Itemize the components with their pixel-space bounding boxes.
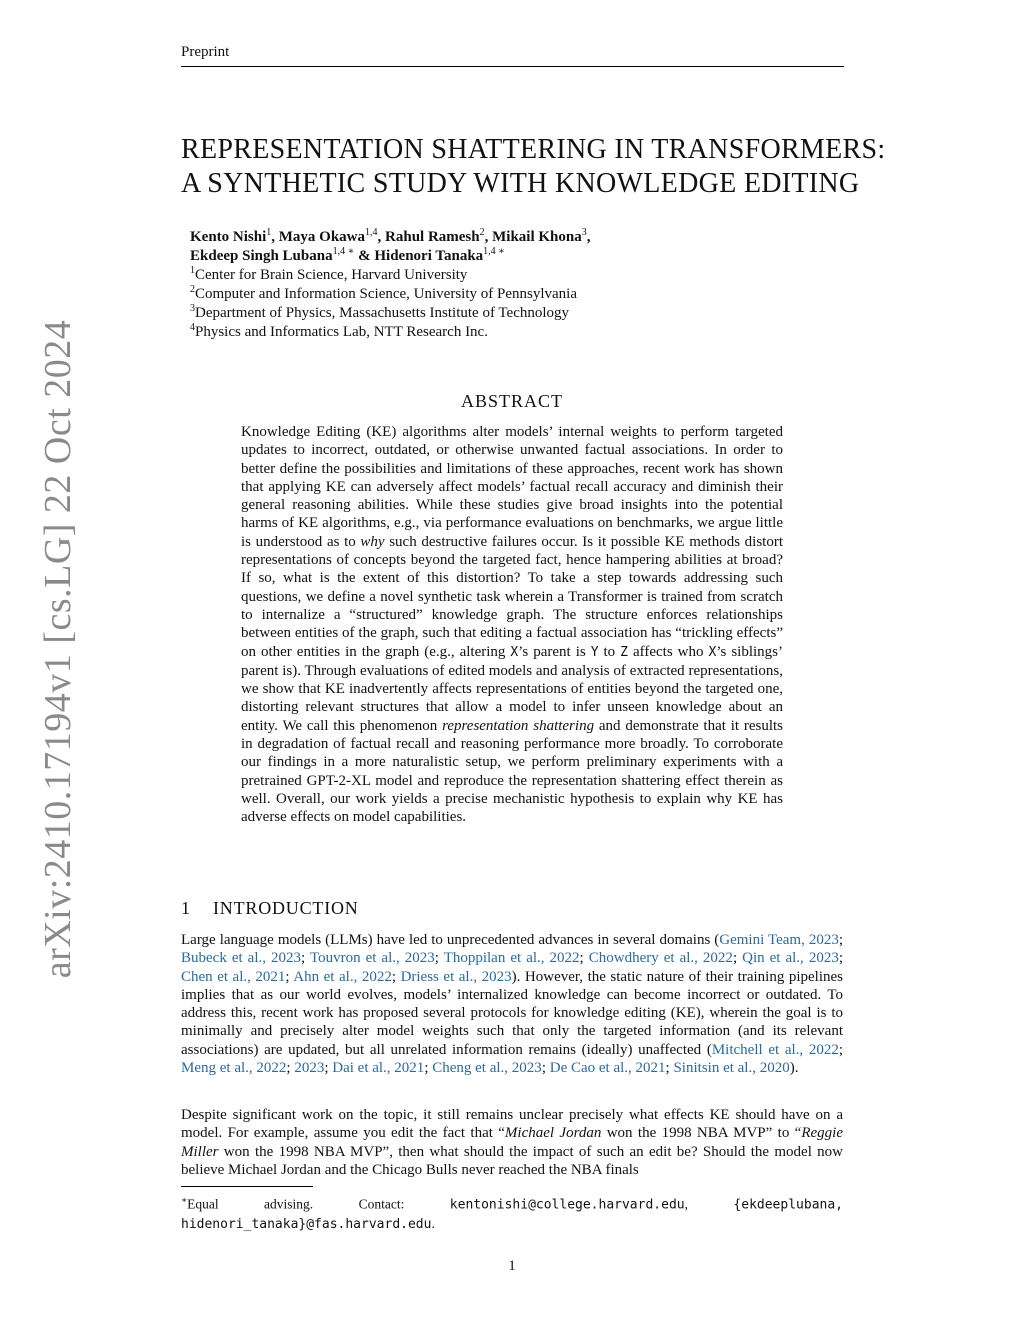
code-symbol: Z <box>620 644 628 660</box>
emphasis: Reggie Miller <box>181 1125 843 1160</box>
section-title: INTRODUCTION <box>213 898 359 918</box>
citation-link[interactable]: Driess et al., 2023 <box>400 968 512 985</box>
separator: ; <box>838 950 843 967</box>
affil-mark: 1,4 ∗ <box>483 246 505 257</box>
affil-number: 1 <box>190 265 195 276</box>
affil-text: Computer and Information Science, University of Pennsylvania <box>195 286 577 302</box>
abstract-heading: ABSTRACT <box>460 391 564 411</box>
intro-paragraph-1 <box>181 931 843 1077</box>
abstract-fragment: and demonstrate that it results in degradation of factual recall and reasoning performance more broadly. To corroborate our findings in a more naturalistic setup, we perform preliminary experiments with a pretrained GPT-2-XL model and reproduce the representation shattering effect therein as well. Overall, our work yields a precise mechanistic hypothesis to explain why KE has adverse effects on model capabilities. <box>241 717 783 826</box>
ampersand: & <box>354 248 375 264</box>
author-name: Rahul Ramesh <box>385 229 480 245</box>
separator: ; <box>732 950 743 967</box>
text-fragment: won the 1998 NBA MVP” to “ <box>601 1125 802 1142</box>
affil-text: Center for Brain Science, Harvard University <box>195 267 468 283</box>
separator: ; <box>838 932 843 948</box>
affil-mark: 1 <box>266 227 272 238</box>
citation-link[interactable]: 2023 <box>294 1060 325 1077</box>
footnote-text: Equal advising. Contact: <box>187 1196 450 1212</box>
emphasis: why <box>360 533 385 550</box>
citation-link[interactable]: Chen et al., 2021 <box>181 968 286 985</box>
abstract-fragment: Knowledge Editing (KE) algorithms alter models’ internal weights to perform targeted updates to incorrect, outdated, or otherwise unwanted factual associations. In order to better define the possibilities and limitations of these approaches, recent work has shown that applying KE can adversely affect models’ factual recall accuracy and diminish their general reasoning abilities. While these studies give broad insights into the potential harms of KE algorithms, e.g., via performance evaluations on benchmarks, we argue little is understood as to <box>241 424 783 550</box>
paper-title <box>181 133 886 201</box>
separator: , <box>271 229 279 245</box>
separator: ; <box>391 968 401 985</box>
abstract-fragment: such destructive failures occur. Is it possible KE methods distort representations of concepts beyond the targeted fact, hence hampering abilities at broad? If so, what is the extent of this distortion? To take a step towards addressing such questions, we define a novel synthetic task wherein a Transformer is trained from scratch to internalize a “structured” knowledge graph. The structure enforces relationships between entities of the graph, such that editing a factual association has “trickling effects” on other entities in the graph (e.g., altering <box>241 533 784 660</box>
title-line-1: REPRESENTATION SHATTERING IN TRANSFORMERS: <box>181 134 886 165</box>
section-number: 1 <box>181 898 191 918</box>
affil-mark: 1,4 <box>365 227 378 238</box>
page-number: 1 <box>508 1258 516 1274</box>
title-line-2: A SYNTHETIC STUDY WITH KNOWLEDGE EDITING <box>181 168 860 199</box>
affil-mark: 3 <box>581 227 587 238</box>
separator: ; <box>285 968 294 985</box>
abstract-fragment: affects who <box>628 643 709 660</box>
text-fragment: ). However, the static nature of their training pipelines implies that as our world evolves, models’ internalized knowledge can become incorrect or outdated. To address this, recent work has proposed several protocols for knowledge editing (KE), wherein the goal is to minimally and precisely alter model weights such that only the targeted information (and its relevant associations) are updated, but all unrelated information remains (ideally) unaffected ( <box>181 968 843 1058</box>
text-fragment: ). <box>789 1060 799 1077</box>
author-name: Ekdeep Singh Lubana <box>190 248 333 264</box>
code-symbol: Y <box>590 644 599 660</box>
abstract-fragment: to <box>598 643 621 660</box>
author-block <box>190 228 850 342</box>
citation-link[interactable]: Chowdhery et al., 2022 <box>588 950 733 967</box>
separator: , <box>377 229 386 245</box>
affil-mark: 2 <box>479 227 485 238</box>
affil-number: 3 <box>190 303 195 314</box>
separator: , <box>684 1196 734 1212</box>
citation-link[interactable]: Bubeck et al., 2023 <box>181 950 302 967</box>
code-symbol: X <box>708 644 717 660</box>
abstract-fragment: ’s parent is <box>518 643 591 660</box>
separator: ; <box>301 950 310 967</box>
affil-text: Physics and Informatics Lab, NTT Research Inc. <box>195 324 488 340</box>
contact-email[interactable]: kentonishi@college.harvard.edu <box>449 1197 685 1213</box>
affil-text: Department of Physics, Massachusetts Institute of Technology <box>195 305 570 321</box>
emphasis: Michael Jordan <box>504 1125 602 1142</box>
citation-link[interactable]: Touvron et al., 2023 <box>309 950 435 967</box>
footnote-rule <box>181 1186 313 1187</box>
separator: ; <box>286 1060 295 1077</box>
separator: , <box>586 229 591 245</box>
separator: ; <box>434 950 444 967</box>
citation-link[interactable]: Meng et al., 2022 <box>181 1060 287 1077</box>
abstract-fragment: ’s siblings’ parent is). Through evaluations of edited models and analysis of extracted representations, we show that KE inadvertently affects representations of entities beyond the targeted one, distorting relevant structures that allow a model to infer unseen knowledge about an entity. We call this phenomenon <box>241 643 783 734</box>
citation-link[interactable]: Dai et al., 2021 <box>332 1060 425 1077</box>
header-rule <box>181 66 844 67</box>
affil-number: 4 <box>190 322 195 333</box>
author-name: Maya Okawa <box>278 229 366 245</box>
intro-paragraph-2 <box>181 1106 843 1179</box>
separator: ; <box>838 1041 843 1058</box>
contact-email[interactable]: {ekdeeplubana, hidenori_tanaka}@fas.harvard.edu <box>181 1197 843 1232</box>
separator: ; <box>665 1060 674 1077</box>
author-name: Mikail Khona <box>492 229 582 245</box>
affiliation <box>190 323 850 342</box>
separator: ; <box>424 1060 433 1077</box>
citation-link[interactable]: Thoppilan et al., 2022 <box>443 950 580 967</box>
text-fragment: won the 1998 NBA MVP”, then what should the impact of such an edit be? Should the model now believe Michael Jordan and the Chicago Bulls never reached the NBA finals <box>181 1143 843 1178</box>
footnote <box>181 1191 843 1234</box>
author-names <box>190 228 850 266</box>
citation-link[interactable]: Qin et al., 2023 <box>742 950 839 967</box>
citation-link[interactable]: De Cao et al., 2021 <box>549 1060 666 1077</box>
separator: ; <box>324 1060 333 1077</box>
running-header: Preprint <box>181 44 230 60</box>
text-fragment: Large language models (LLMs) have led to unprecedented advances in several domains ( <box>181 932 720 948</box>
footnote-text: . <box>431 1215 435 1231</box>
author-name: Hidenori Tanaka <box>374 248 484 264</box>
section-heading <box>181 898 359 919</box>
arxiv-stamp <box>28 319 88 979</box>
affiliation <box>190 266 850 285</box>
footnote-mark: ∗ <box>181 1195 188 1205</box>
separator: ; <box>541 1060 550 1077</box>
separator: ; <box>579 950 589 967</box>
abstract-text <box>241 423 783 827</box>
citation-link[interactable]: Gemini Team, 2023 <box>719 932 839 948</box>
citation-link[interactable]: Mitchell et al., 2022 <box>711 1041 839 1058</box>
citation-link[interactable]: Sinitsin et al., 2020 <box>673 1060 790 1077</box>
emphasis: representation shattering <box>442 717 595 734</box>
separator: , <box>484 229 493 245</box>
author-name: Kento Nishi <box>190 229 267 245</box>
code-symbol: X <box>510 644 519 660</box>
citation-link[interactable]: Ahn et al., 2022 <box>293 968 392 985</box>
affiliation <box>190 304 850 323</box>
affil-mark: 1,4 ∗ <box>332 246 355 257</box>
affiliation <box>190 285 850 304</box>
citation-link[interactable]: Cheng et al., 2023 <box>432 1060 542 1077</box>
text-fragment: Despite significant work on the topic, it still remains unclear precisely what effects KE should have on a model. For example, assume you edit the fact that “ <box>181 1107 843 1142</box>
arxiv-identifier: arXiv:2410.17194v1 [cs.LG] 22 Oct 2024 <box>37 319 79 979</box>
affil-number: 2 <box>190 284 195 295</box>
